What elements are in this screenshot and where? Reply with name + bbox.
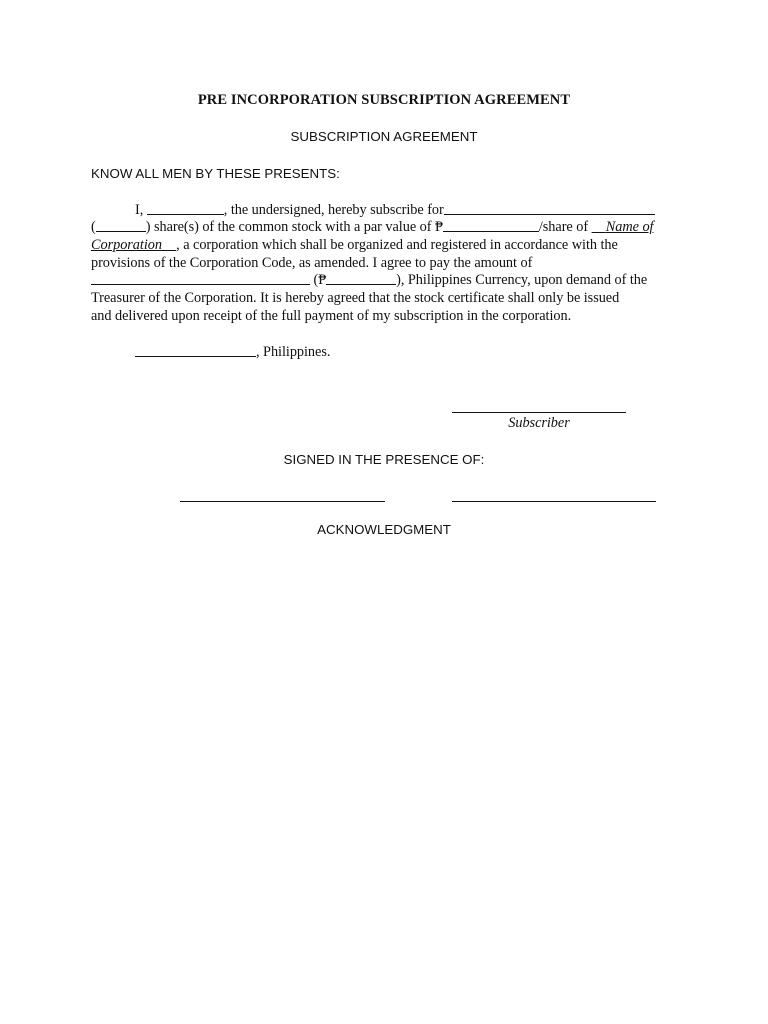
name-of-corporation-field[interactable]: Name of <box>605 219 654 235</box>
corporation-field[interactable]: Corporation <box>91 237 162 253</box>
subscriber-signature-line[interactable] <box>452 412 626 413</box>
place-blank[interactable] <box>135 344 256 357</box>
subscriber-pronoun: I, <box>135 202 147 218</box>
subscriber-name-blank[interactable] <box>147 202 224 215</box>
line-3-text: , a corporation which shall be organized and registered in accordance with the <box>176 237 618 253</box>
paragraph-line-3 <box>91 237 618 254</box>
par-value-blank[interactable] <box>443 219 539 232</box>
paragraph-line-4: provisions of the Corporation Code, as amended. I agree to pay the amount of <box>91 255 533 271</box>
line-5-open: (₱ <box>310 272 327 288</box>
place-line <box>135 344 330 361</box>
paragraph-line-1 <box>135 202 655 219</box>
paragraph-line-7: and delivered upon receipt of the full payment of my subscription in the corporation. <box>91 308 572 324</box>
line-2-open: ( <box>91 219 96 235</box>
line-1-text: , the undersigned, hereby subscribe for <box>223 202 444 218</box>
witness-1-signature-line[interactable] <box>180 501 385 502</box>
paragraph-line-2 <box>91 219 653 236</box>
witness-2-signature-line[interactable] <box>452 501 656 502</box>
document-title: PRE INCORPORATION SUBSCRIPTION AGREEMENT <box>197 92 571 108</box>
subscriber-label: Subscriber <box>508 415 570 431</box>
document-subtitle: SUBSCRIPTION AGREEMENT <box>290 129 478 144</box>
shares-number-blank[interactable] <box>96 219 146 232</box>
signed-presence-heading: SIGNED IN THE PRESENCE OF: <box>283 452 485 467</box>
place-text: , Philippines. <box>256 344 331 360</box>
acknowledgment-heading: ACKNOWLEDGMENT <box>317 522 451 537</box>
line-5-text: ), Philippines Currency, upon demand of the <box>396 272 648 288</box>
shares-words-blank[interactable] <box>444 202 655 215</box>
amount-words-blank[interactable] <box>91 272 310 285</box>
amount-number-blank[interactable] <box>326 272 396 285</box>
paragraph-line-5 <box>91 272 647 289</box>
line-2-text: ) share(s) of the common stock with a par value of ₱ <box>145 219 443 235</box>
preamble: KNOW ALL MEN BY THESE PRESENTS: <box>91 166 340 181</box>
line-2-share-of: /share of <box>538 219 592 235</box>
paragraph-line-6: Treasurer of the Corporation. It is hereby agreed that the stock certificate shall only be issued <box>91 290 620 306</box>
